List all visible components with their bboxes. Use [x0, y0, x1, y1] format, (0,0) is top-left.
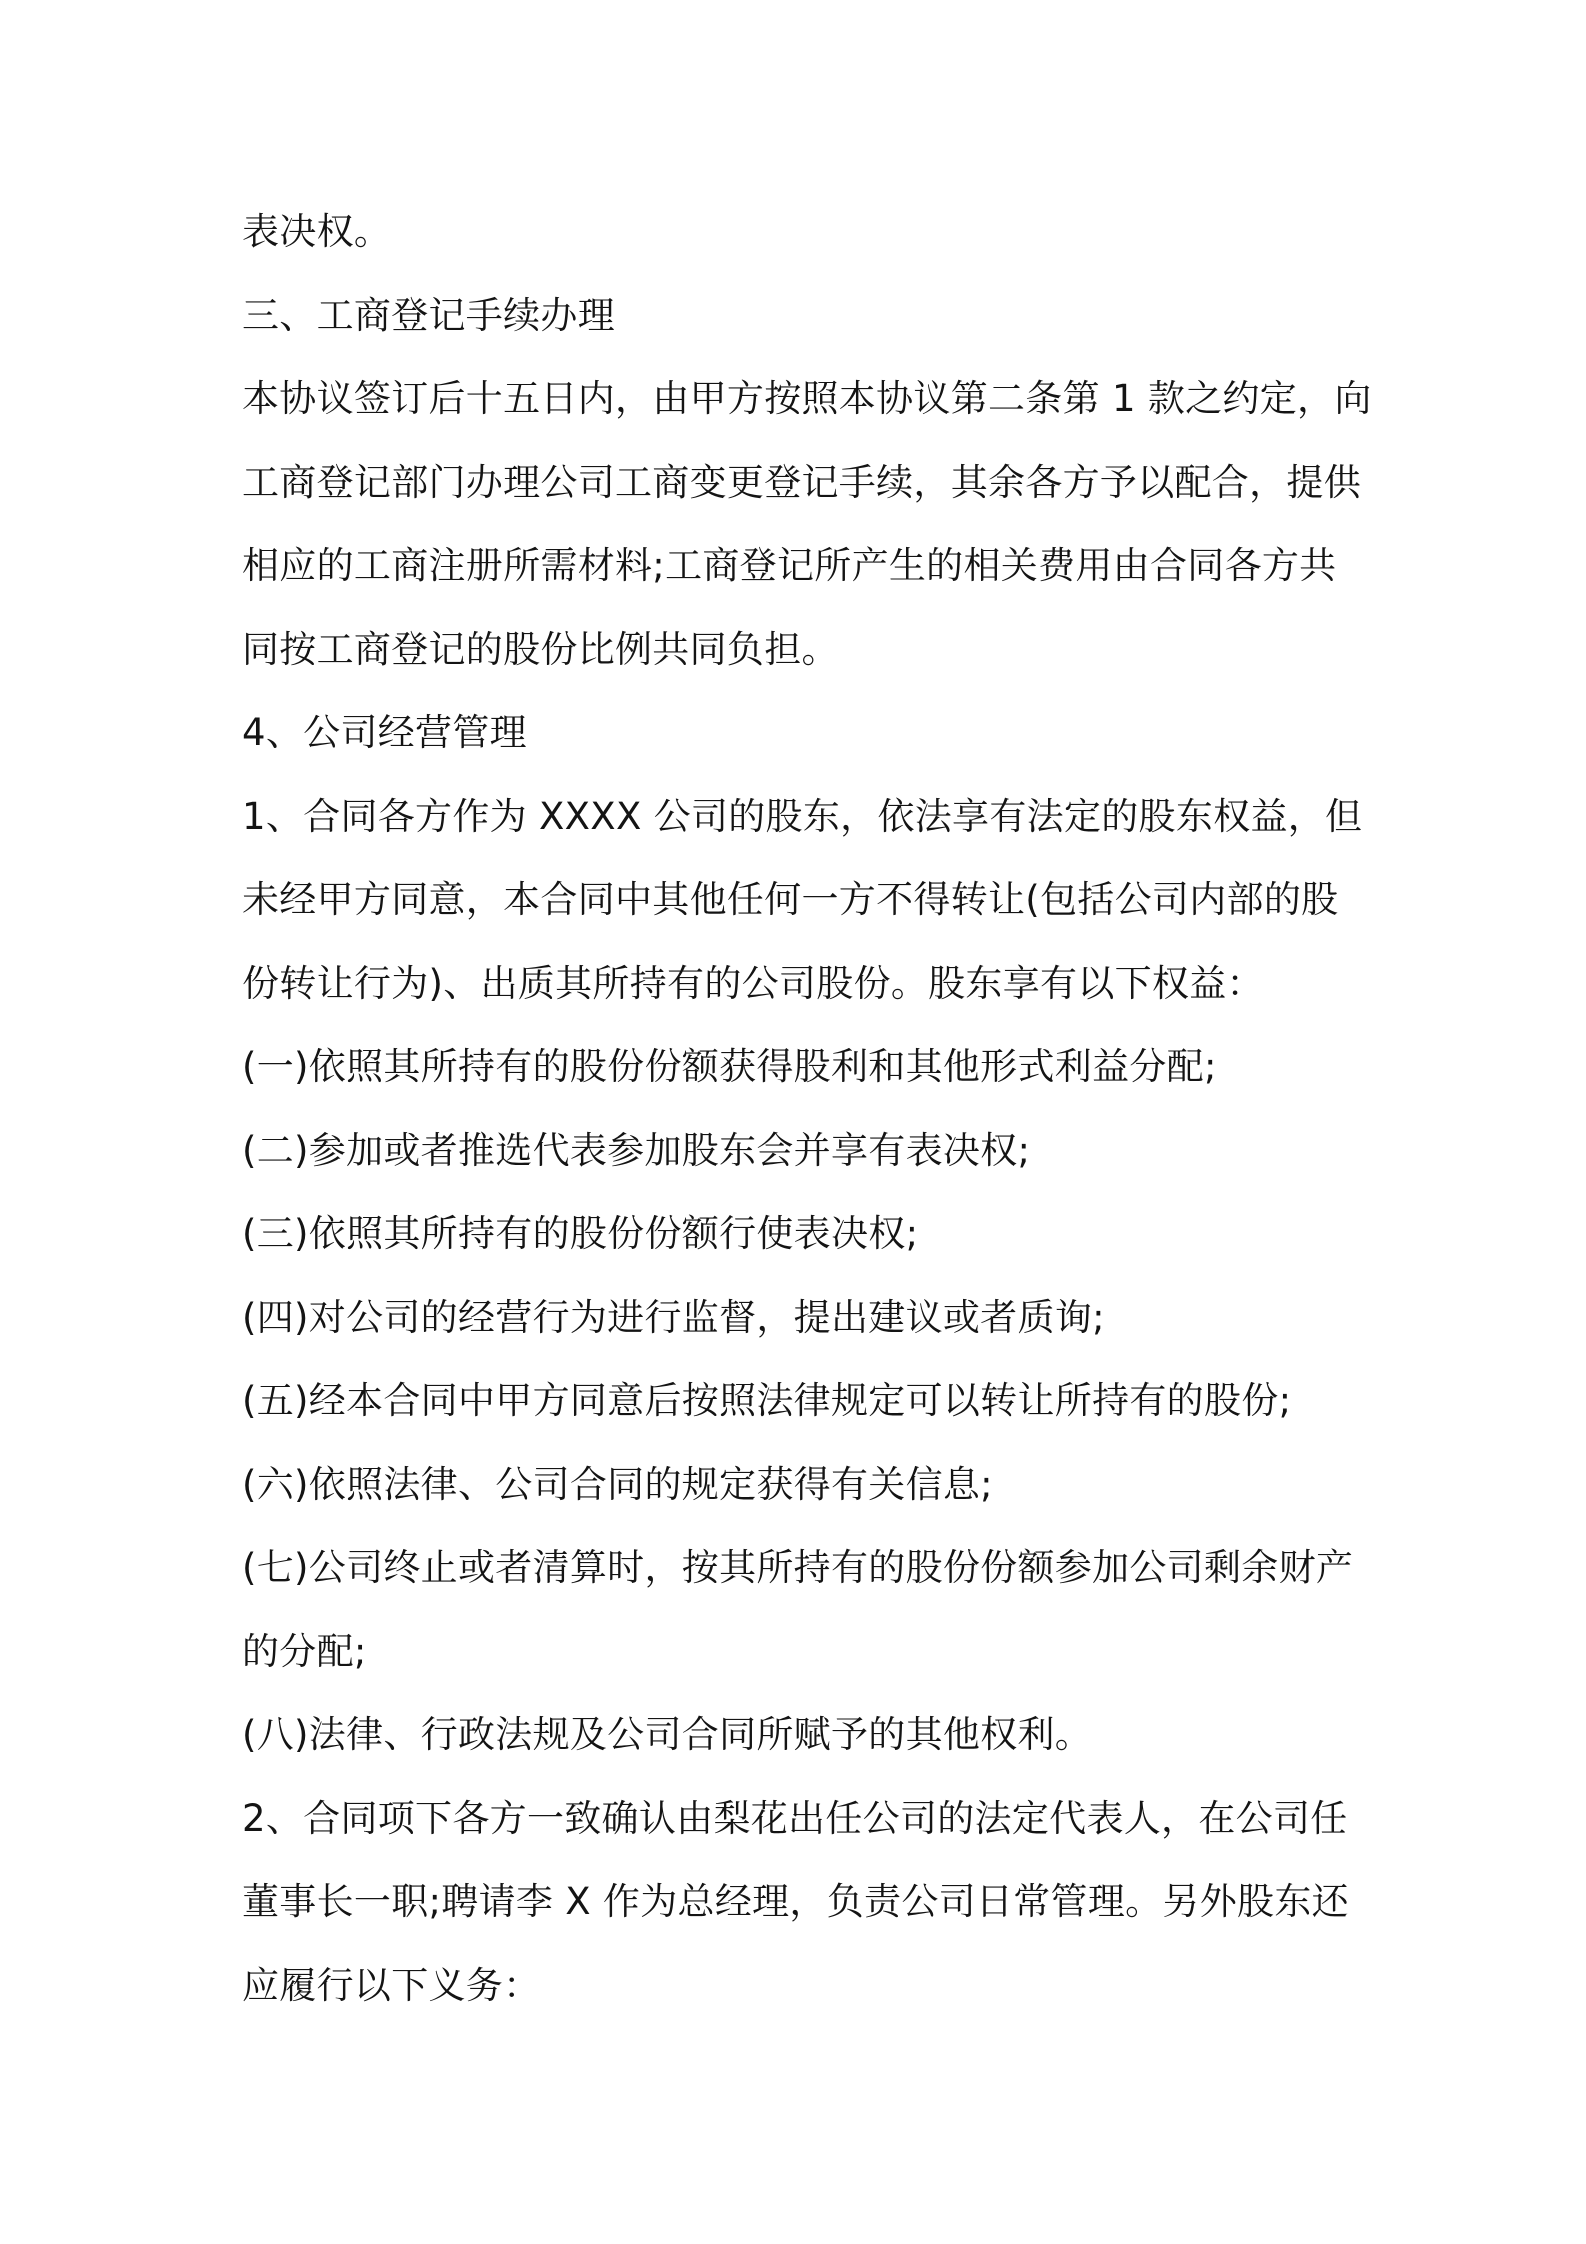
- text-line: 应履行以下义务：: [242, 1963, 541, 2007]
- list-item: (三)依照其所持有的股份份额行使表决权;: [242, 1212, 919, 1255]
- text-line: 未经甲方同意，本合同中其他任何一方不得转让(包括公司内部的股: [242, 878, 1339, 921]
- text-line: 份转让行为)、出质其所持有的公司股份。股东享有以下权益：: [242, 961, 1264, 1005]
- text-line: 工商登记部门办理公司工商变更登记手续，其余各方予以配合，提供: [242, 460, 1361, 504]
- text-line: 2、合同项下各方一致确认由梨花出任公司的法定代表人，在公司任: [242, 1796, 1348, 1840]
- text-line: 表决权。: [242, 210, 392, 253]
- list-item: (四)对公司的经营行为进行监督，提出建议或者质询;: [242, 1295, 1105, 1339]
- text-line: 本协议签订后十五日内，由甲方按照本协议第二条第 1 款之约定，向: [242, 377, 1372, 420]
- list-item: (五)经本合同中甲方同意后按照法律规定可以转让所持有的股份;: [242, 1379, 1292, 1422]
- list-item: (二)参加或者推选代表参加股东会并享有表决权;: [242, 1128, 1031, 1172]
- list-item: (八)法律、行政法规及公司合同所赋予的其他权利。: [242, 1713, 1093, 1756]
- text-line: 1、合同各方作为 XXXX 公司的股东，依法享有法定的股东权益，但: [242, 794, 1363, 838]
- document-body: [242, 190, 1372, 2027]
- text-line: 董事长一职;聘请李 X 作为总经理，负责公司日常管理。另外股东还: [242, 1880, 1349, 1923]
- list-item: (七)公司终止或者清算时，按其所持有的股份份额参加公司剩余财产: [242, 1546, 1354, 1589]
- list-item: (六)依照法律、公司合同的规定获得有关信息;: [242, 1462, 993, 1506]
- text-line: 的分配;: [242, 1629, 367, 1673]
- text-line: 同按工商登记的股份比例共同负担。: [242, 627, 839, 671]
- text-line: 相应的工商注册所需材料;工商登记所产生的相关费用由合同各方共: [242, 544, 1337, 587]
- list-item: (一)依照其所持有的股份份额获得股利和其他形式利益分配;: [242, 1045, 1217, 1088]
- section-heading: 4、公司经营管理: [242, 711, 527, 754]
- section-heading: 三、工商登记手续办理: [242, 293, 615, 337]
